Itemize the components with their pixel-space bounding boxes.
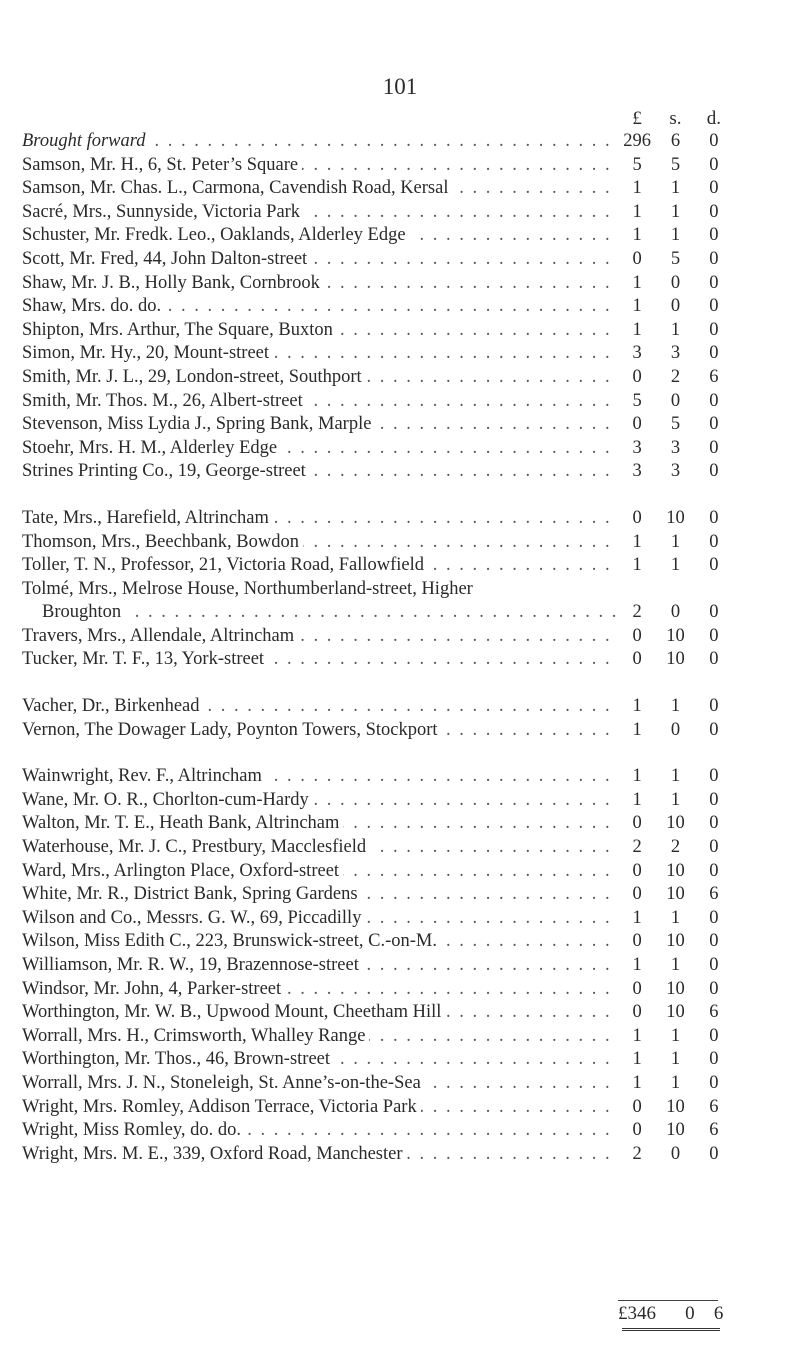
amount-shillings: 1 [670,555,681,576]
subscription-amount [618,296,733,317]
subscriber-row [0,1026,800,1050]
subscriber-name [22,131,618,152]
subscriber-row [0,249,800,273]
subscription-amount [618,249,733,270]
amount-shillings: 10 [666,884,685,905]
grand-total [618,1303,733,1325]
subscription-amount [618,649,733,670]
amount-shillings: 0 [670,719,681,740]
subscriber-name [22,696,618,717]
amount-pence: 0 [709,225,719,246]
subscriber-name-text: Worrall, Mrs. J. N., Stoneleigh, St. Anne’s-on-the-Sea [22,1073,425,1093]
subscriber-name-text: Brought forward [22,131,150,151]
amount-pounds: 0 [632,978,642,999]
amount-shillings: 0 [670,1143,681,1164]
currency-header [618,108,733,130]
subscriber-name [22,1144,618,1165]
subscription-amount [618,131,733,152]
subscription-amount [618,391,733,412]
subscriber-row [0,908,800,932]
subscriber-name-text: Worthington, Mr. W. B., Upwood Mount, Cheetham Hill [22,1002,445,1022]
amount-pence: 0 [709,201,719,222]
amount-pounds: 0 [632,625,642,646]
subscription-amount [618,1073,733,1094]
total-pence: 6 [713,1303,724,1324]
subscriber-name-text: Windsor, Mr. John, 4, Parker-street [22,979,285,999]
subscription-amount [618,931,733,952]
subscriber-name [22,367,618,388]
subscriber-name-text: Scott, Mr. Fred, 44, John Dalton-street [22,249,311,269]
subscriber-name-text: Stoehr, Mrs. H. M., Alderley Edge [22,438,281,458]
subscriber-name-text: Shaw, Mr. J. B., Holly Bank, Cornbrook [22,273,324,293]
subscription-amount [618,1144,733,1165]
amount-pounds: 1 [632,696,642,717]
amount-pence: 0 [709,931,719,952]
subscription-amount [618,1002,733,1023]
amount-pence: 0 [709,837,719,858]
amount-pounds: 1 [632,1025,642,1046]
subscriber-row [0,273,800,297]
subscriber-name [22,884,618,905]
subscriber-name [22,908,618,929]
subscriber-name-text: Wright, Mrs. M. E., 339, Oxford Road, Manchester [22,1144,407,1164]
amount-shillings: 1 [670,955,681,975]
amount-pence: 0 [709,507,719,528]
amount-pence: 0 [709,1025,719,1046]
subscriber-name [22,155,618,176]
subscriber-name [22,1073,618,1094]
subscriber-name-text: Broughton [42,602,125,622]
subscriber-name-text: Wainwright, Rev. F., Altrincham [22,766,266,786]
amount-pence: 0 [709,272,719,293]
subscriber-row [0,579,800,603]
amount-pounds: 2 [632,602,642,623]
subscriber-row [0,1144,800,1168]
subscriber-name [22,414,618,435]
subscriber-name [22,1097,618,1118]
amount-pounds: 1 [632,789,642,810]
amount-shillings: 1 [670,789,681,810]
subscriber-name [22,555,618,576]
subscriber-name-text: Smith, Mr. J. L., 29, London-street, Southport [22,367,366,387]
subscriber-name [22,813,618,834]
total-pounds: £346 [618,1303,656,1324]
amount-pence: 0 [709,1049,719,1070]
amount-pence: 0 [709,602,719,623]
amount-shillings: 10 [666,1096,685,1117]
total-double-rule [622,1328,720,1331]
subscriber-name [22,320,618,341]
subscriber-name-text: Worrall, Mrs. H., Crimsworth, Whalley Range [22,1026,369,1046]
subscription-amount [618,508,733,529]
subscriber-name [22,202,618,223]
amount-shillings: 10 [666,931,685,952]
amount-shillings: 10 [666,813,685,834]
group-gap [0,673,800,696]
amount-shillings: 0 [670,272,681,293]
amount-shillings: 3 [670,343,681,364]
subscription-amount [618,861,733,882]
amount-pence: 0 [709,978,719,999]
subscriber-row [0,649,800,673]
subscriber-name [22,249,618,270]
subscriber-name-text: Shaw, Mrs. do. do. [22,296,165,316]
subscription-amount [618,626,733,647]
subscriber-name [22,955,618,976]
subscriber-name-text: Strines Printing Co., 19, George-street [22,461,310,481]
subscriber-name [22,532,618,553]
amount-pounds: 0 [632,414,642,435]
subscriber-row [0,955,800,979]
amount-pounds: 1 [632,201,642,222]
subscriber-row [0,461,800,485]
amount-pence: 0 [709,907,719,928]
subscriber-row [0,225,800,249]
subscriber-row [0,202,800,226]
subscription-amount [618,414,733,435]
subscription-amount [618,884,733,905]
subscriber-name-text: Thomson, Mrs., Beechbank, Bowdon [22,532,303,552]
subscriber-name [22,790,618,811]
subscriber-row [0,861,800,885]
amount-pence: 0 [709,248,719,269]
group-gap [0,743,800,766]
subscriber-name [22,579,477,600]
amount-shillings: 10 [666,860,685,881]
subscriber-row [0,343,800,367]
amount-pounds: 1 [632,178,642,199]
amount-pounds: 1 [632,555,642,576]
amount-shillings: 0 [670,390,681,411]
subscriber-name [22,273,618,294]
amount-shillings: 2 [670,366,681,387]
amount-pence: 0 [709,766,719,787]
amount-pence: 0 [709,319,719,340]
total-rule [618,1300,718,1301]
amount-shillings: 1 [670,696,681,717]
amount-pence: 0 [709,813,719,834]
subscription-amount [618,1049,733,1070]
subscriber-name [22,461,618,482]
subscription-amount [618,696,733,717]
subscriber-name-text: Stevenson, Miss Lydia J., Spring Bank, Marple [22,414,375,434]
amount-shillings: 1 [670,766,681,787]
subscriber-row [0,837,800,861]
amount-pence: 6 [709,1120,719,1141]
amount-pence: 6 [709,884,719,905]
subscription-amount [618,720,733,741]
amount-pence: 0 [709,531,719,552]
subscription-amount [618,813,733,834]
total-shillings: 0 [685,1303,695,1324]
amount-pounds: 296 [623,131,652,151]
amount-pounds: 1 [632,272,642,293]
subscription-amount [618,837,733,858]
amount-pence: 0 [709,555,719,576]
subscriber-name-text: Smith, Mr. Thos. M., 26, Albert-street [22,391,307,411]
amount-pounds: 0 [632,1096,642,1117]
amount-pounds: 0 [632,1120,642,1141]
amount-pence: 0 [709,955,719,975]
amount-pence: 0 [709,414,719,435]
subscriber-name [22,626,618,647]
subscriber-row [0,391,800,415]
subscriber-row [0,555,800,579]
amount-shillings: 10 [666,625,685,646]
subscriber-name [22,1120,618,1141]
subscriber-row [0,931,800,955]
subscriber-row [0,626,800,650]
amount-shillings: 3 [670,461,681,482]
subscriber-name [22,979,618,1000]
subscriber-row [0,178,800,202]
amount-shillings: 5 [670,248,681,269]
subscription-amount [618,178,733,199]
subscriber-name [42,602,618,623]
subscriber-row [0,131,800,155]
subscription-amount [618,155,733,176]
subscription-amount [618,766,733,787]
subscriber-name [22,438,618,459]
amount-shillings: 10 [666,649,685,670]
amount-pounds: 1 [632,1049,642,1070]
amount-shillings: 1 [670,178,681,199]
subscriber-row [0,1073,800,1097]
subscriber-row [0,602,800,626]
subscriber-row [0,296,800,320]
amount-pence: 0 [709,178,719,199]
subscriber-row [0,790,800,814]
subscriber-list [0,131,800,1167]
amount-pounds: 1 [632,955,642,975]
amount-shillings: 10 [666,978,685,999]
subscriber-row [0,438,800,462]
amount-pounds: 5 [632,390,642,411]
subscription-amount [618,202,733,223]
amount-shillings: 1 [670,319,681,340]
amount-pounds: 3 [632,461,642,482]
subscriber-row [0,766,800,790]
subscriber-row [0,696,800,720]
subscription-amount [618,273,733,294]
pence-header: d. [706,108,721,129]
amount-pounds: 2 [632,1143,642,1164]
subscription-amount [618,602,733,623]
amount-pounds: 1 [632,907,642,928]
subscriber-name-text: Ward, Mrs., Arlington Place, Oxford-street [22,861,343,881]
subscriber-name-text: Waterhouse, Mr. J. C., Prestbury, Macclesfield [22,837,370,857]
subscriber-name [22,931,618,952]
subscriber-name-text: Shipton, Mrs. Arthur, The Square, Buxton [22,320,337,340]
amount-shillings: 1 [670,1025,681,1046]
subscriber-name [22,861,618,882]
subscriber-name-text: Walton, Mr. T. E., Heath Bank, Altrincham [22,813,343,833]
subscriber-row [0,155,800,179]
amount-pounds: 3 [632,437,642,458]
amount-pounds: 0 [632,931,642,952]
amount-pence: 0 [709,1072,719,1093]
subscription-amount [618,225,733,246]
amount-pounds: 2 [632,837,642,858]
subscriber-name [22,1002,618,1023]
amount-pence: 0 [709,625,719,646]
amount-shillings: 10 [666,507,685,528]
amount-shillings: 1 [670,1072,681,1093]
amount-pence: 6 [709,366,719,387]
subscription-amount [618,1120,733,1141]
subscriber-name-text: Sacré, Mrs., Sunnyside, Victoria Park [22,202,304,222]
subscription-amount [618,790,733,811]
subscription-amount [618,955,733,976]
subscriber-name-text: Samson, Mr. Chas. L., Carmona, Cavendish Road, Kersal [22,178,452,198]
subscription-amount [618,343,733,364]
amount-pounds: 0 [632,248,642,269]
subscription-amount [618,1026,733,1047]
pounds-header: £ [632,108,642,129]
subscriber-row [0,1120,800,1144]
subscriber-name-text: Tolmé, Mrs., Melrose House, Northumberland-street, Higher [22,579,477,599]
subscriber-row [0,1002,800,1026]
amount-pence: 6 [709,1002,719,1023]
subscriber-name [22,720,618,741]
amount-shillings: 0 [670,296,681,317]
amount-shillings: 0 [670,602,681,623]
amount-pence: 0 [709,154,719,175]
amount-pence: 0 [709,131,719,151]
amount-pence: 0 [709,1143,719,1164]
subscriber-row [0,320,800,344]
subscriber-row [0,1097,800,1121]
amount-shillings: 1 [670,531,681,552]
subscriber-name [22,225,618,246]
subscriber-row [0,414,800,438]
amount-pence: 0 [709,789,719,810]
subscription-amount [618,461,733,482]
amount-pence: 0 [709,461,719,482]
subscriber-name [22,1049,618,1070]
amount-pence: 0 [709,696,719,717]
subscription-amount [618,908,733,929]
subscription-amount [618,367,733,388]
amount-pence: 0 [709,649,719,670]
amount-shillings: 10 [666,1120,685,1141]
amount-pence: 0 [709,390,719,411]
amount-pounds: 1 [632,719,642,740]
subscriber-name [22,766,618,787]
subscriber-row [0,979,800,1003]
amount-shillings: 5 [670,414,681,435]
subscriber-name-text: Williamson, Mr. R. W., 19, Brazennose-street [22,955,363,975]
subscriber-name-text: Tucker, Mr. T. F., 13, York-street [22,649,268,669]
subscription-amount [618,320,733,341]
subscriber-name [22,649,618,670]
subscriber-name-text: Schuster, Mr. Fredk. Leo., Oaklands, Alderley Edge [22,225,410,245]
subscriber-name-text: Samson, Mr. H., 6, St. Peter’s Square [22,155,302,175]
amount-shillings: 2 [670,837,681,858]
subscriber-name [22,1026,618,1047]
subscriber-name-text: White, Mr. R., District Bank, Spring Gardens [22,884,362,904]
amount-shillings: 10 [666,1002,685,1023]
amount-shillings: 6 [670,131,681,151]
amount-shillings: 1 [670,201,681,222]
subscriber-name [22,837,618,858]
subscriber-row [0,532,800,556]
group-gap [0,485,800,508]
amount-pence: 6 [709,1096,719,1117]
amount-pence: 0 [709,343,719,364]
amount-pounds: 0 [632,884,642,905]
amount-pence: 0 [709,719,719,740]
subscriber-name [22,178,618,199]
page-number: 101 [382,74,418,99]
subscriber-name [22,391,618,412]
amount-pounds: 1 [632,531,642,552]
subscriber-row [0,367,800,391]
amount-shillings: 1 [670,225,681,246]
amount-shillings: 3 [670,437,681,458]
subscription-amount [618,532,733,553]
amount-pounds: 1 [632,296,642,317]
subscriber-row [0,884,800,908]
amount-pounds: 1 [632,1072,642,1093]
subscriber-name-text: Vacher, Dr., Birkenhead [22,696,204,716]
subscriber-name-text: Wright, Miss Romley, do. do. [22,1120,245,1140]
subscription-amount [618,1097,733,1118]
subscriber-name-text: Vernon, The Dowager Lady, Poynton Towers, Stockport [22,720,442,740]
amount-pounds: 3 [632,343,642,364]
subscriber-row [0,508,800,532]
amount-pounds: 1 [632,766,642,787]
amount-pounds: 0 [632,1002,642,1023]
subscriber-name-text: Tate, Mrs., Harefield, Altrincham [22,508,273,528]
amount-shillings: 1 [670,907,681,928]
subscriber-name-text: Simon, Mr. Hy., 20, Mount-street [22,343,273,363]
amount-pounds: 5 [632,154,642,175]
subscriber-name-text: Wilson, Miss Edith C., 223, Brunswick-street, C.-on-M. [22,931,441,951]
subscriber-row [0,720,800,744]
shillings-header: s. [669,108,682,129]
amount-pounds: 0 [632,507,642,528]
subscriber-name-text: Worthington, Mr. Thos., 46, Brown-street [22,1049,334,1069]
subscriber-name [22,343,618,364]
subscriber-name-text: Toller, T. N., Professor, 21, Victoria Road, Fallowfield [22,555,428,575]
subscription-amount [618,438,733,459]
amount-pence: 0 [709,860,719,881]
subscriber-row [0,813,800,837]
amount-pounds: 1 [632,319,642,340]
subscriber-name-text: Wright, Mrs. Romley, Addison Terrace, Victoria Park [22,1097,421,1117]
subscriber-row [0,1049,800,1073]
subscriber-name [22,296,618,317]
amount-pence: 0 [709,296,719,317]
subscriber-name-text: Wilson and Co., Messrs. G. W., 69, Piccadilly [22,908,365,928]
subscriber-name [22,508,618,529]
amount-pounds: 0 [632,649,642,670]
subscriber-name-text: Travers, Mrs., Allendale, Altrincham [22,626,298,646]
subscription-amount [618,979,733,1000]
amount-pounds: 0 [632,813,642,834]
amount-pence: 0 [709,437,719,458]
subscription-amount [618,555,733,576]
amount-pounds: 0 [632,860,642,881]
amount-pounds: 0 [632,366,642,387]
amount-pounds: 1 [632,225,642,246]
subscriber-name-text: Wane, Mr. O. R., Chorlton-cum-Hardy [22,790,313,810]
amount-shillings: 5 [670,154,681,175]
amount-shillings: 1 [670,1049,681,1070]
